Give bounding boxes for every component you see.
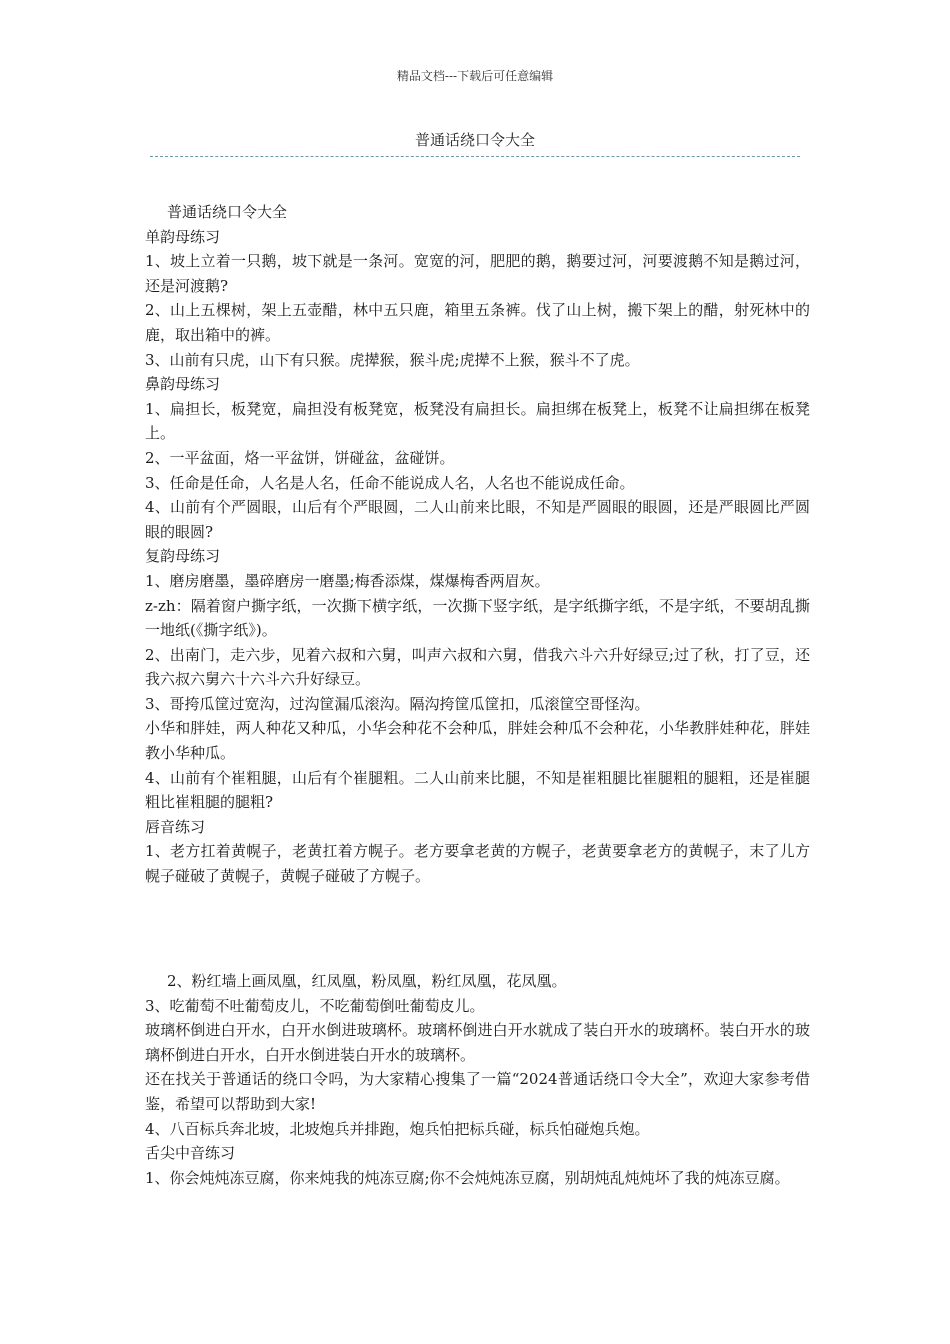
paragraph: 4、八百标兵奔北坡，北坡炮兵并排跑，炮兵怕把标兵碰，标兵怕碰炮兵炮。: [145, 1119, 650, 1138]
section-heading: 鼻韵母练习: [145, 375, 221, 394]
paragraph: 2、一平盆面，烙一平盆饼，饼碰盆，盆碰饼。: [145, 448, 455, 467]
paragraph: 1、坡上立着一只鹅，坡下就是一条河。宽宽的河，肥肥的鹅，鹅要过河，河要渡鹅不知是鹅过河，还是河渡鹅?: [145, 252, 810, 295]
paragraph: 3、任命是任命，人名是人名，任命不能说成人名，人名也不能说成任命。: [145, 473, 635, 492]
paragraph: 1、扁担长，板凳宽，扁担没有板凳宽，板凳没有扁担长。扁担绑在板凳上，板凳不让扁担绑在板凳上。: [145, 399, 810, 443]
paragraph: 2、粉红墙上画凤凰，红凤凰，粉凤凰，粉红凤凰，花凤凰。: [167, 972, 567, 990]
paragraph: 2、山上五棵树，架上五壶醋，林中五只鹿，箱里五条裤。伐了山上树，搬下架上的醋，射死林中的鹿，取出箱中的裤。: [145, 301, 810, 344]
body-heading: 普通话绕口令大全: [167, 203, 288, 221]
paragraph: 还在找关于普通话的绕口令吗，为大家精心搜集了一篇“2024普通话绕口令大全”，欢迎大家参考借鉴，希望可以帮助到大家!: [145, 1070, 810, 1113]
paragraph: 2、出南门，走六步，见着六叔和六舅，叫声六叔和六舅，借我六斗六升好绿豆;过了秋，打了豆，还我六叔六舅六十六斗六升好绿豆。: [145, 645, 810, 689]
paragraph: 3、山前有只虎，山下有只猴。虎撵猴，猴斗虎;虎撵不上猴，猴斗不了虎。: [145, 350, 640, 369]
paragraph: 3、哥挎瓜筐过宽沟，过沟筐漏瓜滚沟。隔沟挎筐瓜筐扣，瓜滚筐空哥怪沟。: [145, 694, 650, 713]
section-heading: 舌尖中音练习: [145, 1144, 236, 1163]
paragraph: 1、老方扛着黄幌子，老黄扛着方幌子。老方要拿老黄的方幌子，老黄要拿老方的黄幌子，末了儿方幌子碰破了黄幌子，黄幌子碰破了方幌子。: [145, 842, 810, 886]
body-part-2: [145, 969, 810, 1190]
paragraph: 玻璃杯倒进白开水，白开水倒进玻璃杯。玻璃杯倒进白开水就成了装白开水的玻璃杯。装白开水的玻璃杯倒进白开水，白开水倒进装白开水的玻璃杯。: [145, 1021, 810, 1064]
paragraph: 1、磨房磨墨，墨碎磨房一磨墨;梅香添煤，煤爆梅香两眉灰。: [145, 571, 550, 590]
section-heading: 唇音练习: [145, 817, 206, 836]
header-note: 精品文档---下载后可任意编辑: [396, 69, 554, 83]
paragraph: 3、吃葡萄不吐葡萄皮儿，不吃葡萄倒吐葡萄皮儿。: [145, 996, 485, 1015]
paragraph: 小华和胖娃，两人种花又种瓜，小华会种花不会种瓜，胖娃会种瓜不会种花，小华教胖娃种花，胖娃教小华种瓜。: [145, 719, 810, 763]
title-divider: [150, 156, 800, 157]
section-heading: 复韵母练习: [145, 547, 221, 566]
paragraph: 1、你会炖炖冻豆腐，你来炖我的炖冻豆腐;你不会炖炖冻豆腐，别胡炖乱炖炖坏了我的炖冻豆腐。: [145, 1168, 790, 1187]
section-heading: 单韵母练习: [145, 227, 221, 246]
paragraph: 4、山前有个崔粗腿，山后有个崔腿粗。二人山前来比腿，不知是崔粗腿比崔腿粗的腿粗，还是崔腿粗比崔粗腿的腿粗?: [145, 768, 810, 812]
paragraph: 4、山前有个严圆眼，山后有个严眼圆，二人山前来比眼，不知是严圆眼的眼圆，还是严眼圆比严圆眼的眼圆?: [145, 498, 810, 541]
document-title: 普通话绕口令大全: [414, 131, 535, 149]
body-part-1: [145, 200, 810, 889]
paragraph: z-zh：隔着窗户撕字纸，一次撕下横字纸，一次撕下竖字纸，是字纸撕字纸，不是字纸，不要胡乱撕一地纸(《撕字纸》)。: [145, 596, 810, 640]
